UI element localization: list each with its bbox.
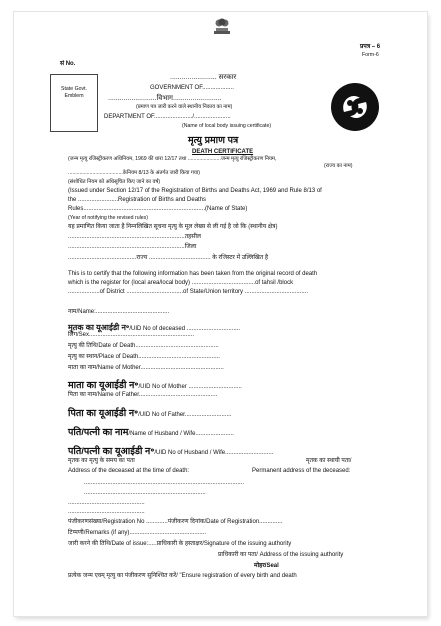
remarks-line: टिप्पणी/Remarks (if any).............................................. (68, 530, 207, 536)
address-dots-2: ......................................................................... (84, 490, 206, 496)
intro-line-12: This is to certify that the following information has been taken from the original record of death (68, 271, 318, 277)
intro-line-4: (Issued under Section 12/17 of the Registration of Births and Deaths Act, 1969 and Rule 8/13 of (68, 188, 322, 194)
field-husband-wife-name (68, 423, 234, 439)
sarkar-line: ........................ सरकार (170, 74, 237, 81)
intro-line-2: ......................................केनियम 8/13 के अंतर्गत जारी किया गया) (68, 170, 200, 176)
address-dots-3: .............................................. (68, 500, 145, 506)
field-uid-mother (68, 376, 242, 392)
intro-line-3: (संशोधित नियम को अधिसूचित किए जाने का वर्ष) (68, 179, 161, 185)
field-father-name: पिता का नाम/Name of Father............................................... (68, 392, 218, 398)
form-number-en: Form-6 (362, 52, 379, 58)
intro-line-8: यह प्रमाणित किया जाता है निम्नलिखित सूचना मृत्यु के मूल लेख्य से ली गई है जो कि (स्थानीय क्षेत्र) (68, 224, 278, 230)
intro-line-1: (जन्म मृत्यु रजिस्ट्रीकरण अधिनियम, 1969 की धारा 12/17 तथा .......................जन्म मृत्यु रजिस्ट्रीकरण नियम, (68, 156, 277, 162)
field-sex: लिंग/Sex............................................................... (68, 332, 195, 338)
department-of: DEPARTMENT OF......................./...................... (104, 114, 231, 120)
uid-father-hi: पिता का यूआईडी न॰ (68, 408, 139, 419)
government-of: GOVERNMENT OF................... (150, 85, 234, 91)
footer-note: प्रत्येक जन्म एवम् मृत्यु का पंजीकरण सुनिश्चित करें/ "Ensure registration of every birth and death (68, 573, 297, 579)
crs-logo-icon (330, 82, 380, 132)
issue-signature-line: जारी करने की तिथि/Date of issue:.....प्राधिकारी के हस्ताक्षर/Signature of the issuing authority (68, 541, 292, 547)
state-emblem-label: State Govt. Emblem (61, 86, 87, 100)
field-mother-name: माता का नाम/Name of Mother.................................................. (68, 365, 224, 371)
form-number-hi: प्रपत्र – 6 (360, 44, 381, 50)
intro-line-10: ......................................................................जिला (68, 244, 197, 250)
intro-line-6: Rules.........................................................................(Name of State) (68, 206, 248, 212)
address-death-en: Address of the deceased at the time of death: (68, 468, 190, 474)
local-body-note-en: (Name of local body issuing certificate) (182, 123, 272, 129)
husband-wife-hi: पति/पत्नी का नाम (68, 427, 129, 438)
uid-hw-en: /UID No of Husband / Wife............................. (154, 450, 274, 456)
intro-line-11: .........................................राज्य ..................................... के रजिस्टर में उल्लिखित है (68, 255, 269, 261)
title-hindi: मृत्यु प्रमाण पत्र (188, 135, 239, 146)
address-permanent-hi: मृतक का स्थायी पता/ (306, 458, 352, 464)
husband-wife-en: /Name of Husband / Wife....................... (128, 431, 234, 437)
intro-line-1b: (राज्य का नाम) (324, 163, 353, 169)
address-dots-1: ................................................................................................ (84, 480, 245, 486)
vibhag-line: .........................विभाग......................... (108, 95, 222, 102)
seal-label: मोहर/Seal (254, 563, 279, 569)
uid-hw-hi: पति/पत्नी का यूआईडी न॰ (68, 446, 155, 457)
uid-mother-hi: माता का यूआईडी न॰ (68, 380, 139, 391)
uid-deceased-en: /UID No of deceased ................................ (129, 326, 241, 332)
registration-line: पंजीकरणसंख्या/Registration No .............पंजीकरण दिनांक/Date of Registration.............. (68, 519, 283, 525)
certificate-no-label: सं No. (60, 61, 76, 67)
certificate-page (14, 12, 427, 616)
uid-mother-en: /UID No of Mother ................................ (138, 384, 242, 390)
address-dots-4: .............................................. (68, 509, 145, 515)
intro-line-7: (Year of notifying the revised rules) (68, 215, 148, 221)
authority-address: प्राधिकारी का पता/ Address of the issuing authority (218, 552, 344, 558)
address-permanent-en: Permanent address of the deceased: (252, 468, 351, 474)
uid-father-en: /UID No of Father............................ (138, 412, 232, 418)
address-death-hi: मृतक का मृत्यु के समय का पता (68, 458, 135, 464)
intro-line-5: the ........................Registration of Births and Deaths (68, 197, 207, 203)
field-name: नाम/Name:............................................ (68, 309, 170, 315)
title-english: DEATH CERTIFICATE (192, 149, 254, 155)
local-body-note-hi: (प्रमाण पत्र जारी करने वाले स्थानीय निकाय का नाम) (136, 104, 233, 110)
national-emblem-icon (212, 16, 232, 36)
field-uid-father (68, 404, 232, 420)
intro-line-14: ...................of District ..................................of State/Union territory ...................................... (68, 289, 309, 295)
field-place-of-death: मृत्यु का स्थान/Place of Death................................................. (68, 354, 220, 360)
uid-deceased-hi: मृतक का यूआईडी न॰ (68, 323, 130, 332)
intro-line-13: which is the register for (local area/local body) ......................................of tahsil /block (68, 280, 294, 286)
field-uid-husband-wife (68, 442, 273, 458)
field-date-of-death: मृत्यु की तिथि/Date of Death.................................................. (68, 343, 219, 349)
state-emblem-box (50, 74, 98, 132)
intro-line-9: ......................................................................तहसील (68, 234, 201, 240)
